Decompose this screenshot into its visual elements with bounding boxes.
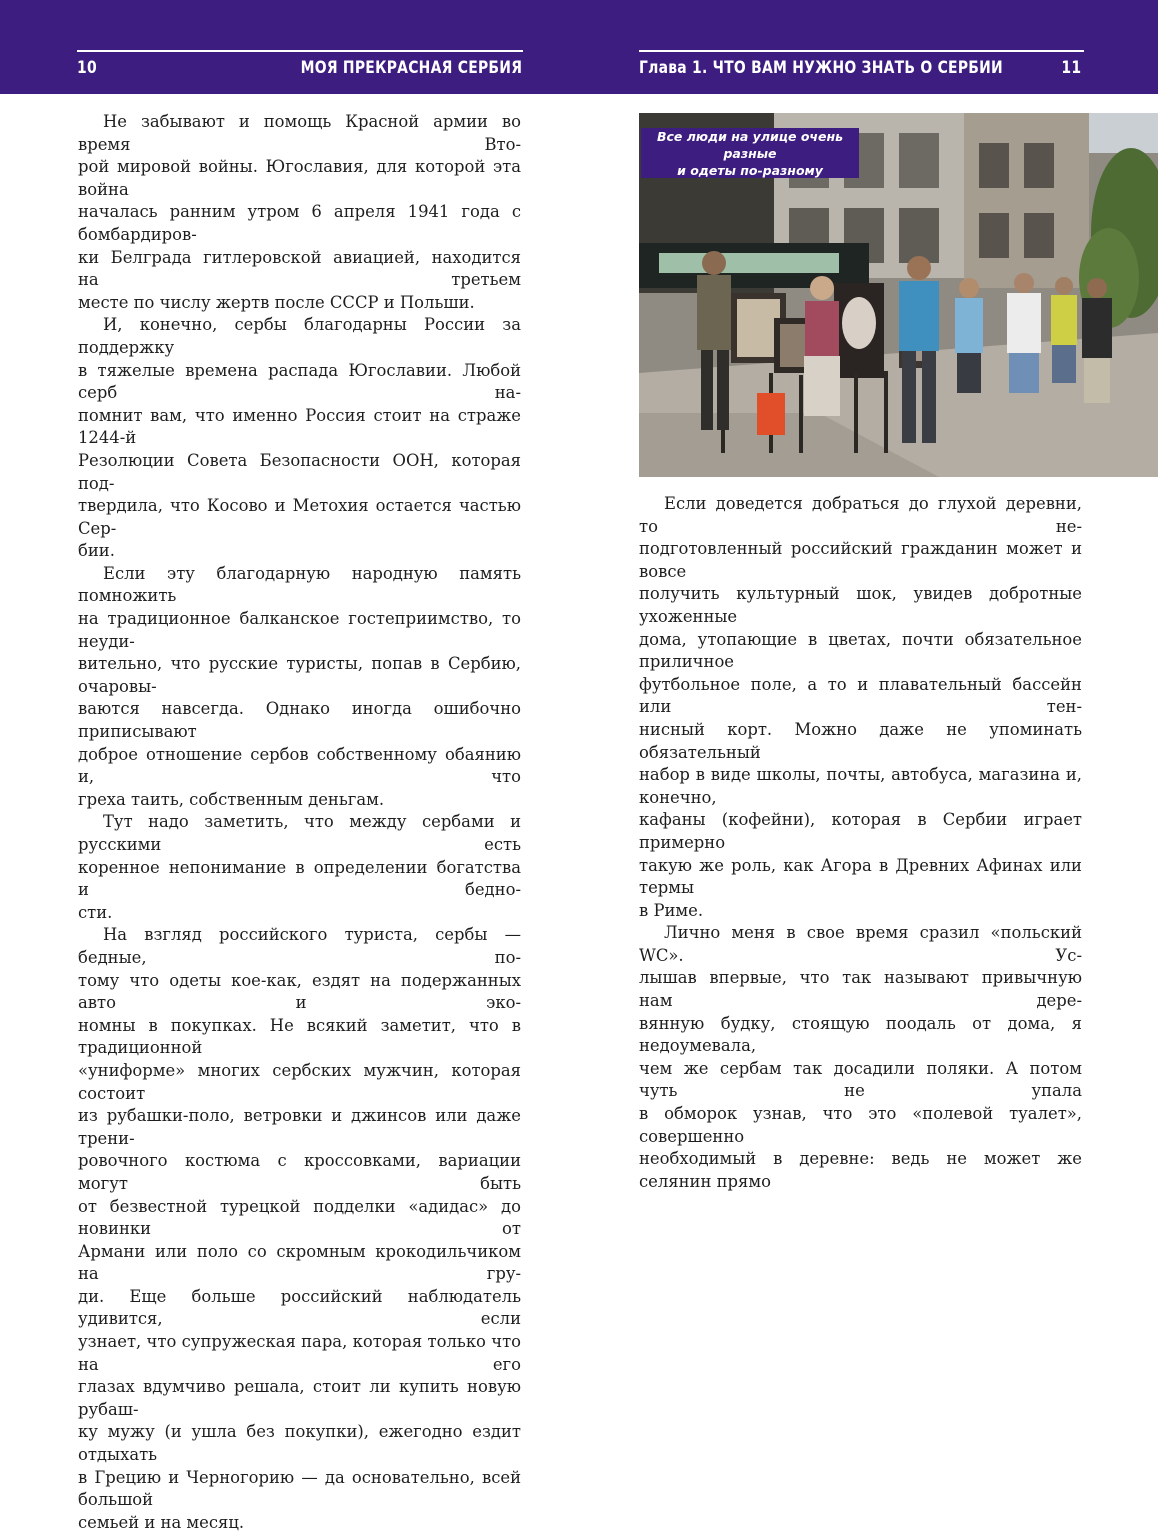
text-line: И, конечно, сербы благодарны России за поддержку <box>78 315 521 357</box>
paragraph <box>78 111 521 314</box>
text-line: ваются навсегда. Однако иногда ошибочно приписывают <box>78 699 521 742</box>
right-page-number: 11 <box>1061 58 1081 78</box>
text-line: вительно, что русские туристы, попав в Сербию, очаровы- <box>78 654 521 696</box>
left-column-text <box>78 111 521 1534</box>
text-line: бии. <box>78 541 115 561</box>
text-line: футбольное поле, а то и плавательный бассейн или тен- <box>639 674 1082 717</box>
text-line: в Риме. <box>639 900 704 920</box>
text-line: месте по числу жертв после СССР и Польши. <box>78 292 475 312</box>
text-line: получить культурный шок, увидев добротные ухоженные <box>639 584 1082 626</box>
text-line: ки Белграда гитлеровской авиацией, находится на третьем <box>78 247 521 290</box>
text-line: Не забывают и помощь Красной армии во время Вто- <box>78 112 521 154</box>
paragraph <box>639 922 1082 1193</box>
paragraph <box>639 493 1082 922</box>
text-line: узнает, что супружеская пара, которая только что на его <box>78 1332 521 1374</box>
text-line: от безвестной турецкой подделки «адидас» до новинки от <box>78 1196 521 1239</box>
left-running-title: МОЯ ПРЕКРАСНАЯ СЕРБИЯ <box>300 58 522 78</box>
text-line: началась ранним утром 6 апреля 1941 года с бомбардиров- <box>78 202 521 244</box>
text-line: На взгляд российского туриста, сербы — бедные, по- <box>78 925 521 967</box>
text-line: ку мужу (и ушла без покупки), ежегодно ездит отдыхать <box>78 1422 521 1465</box>
text-line: такую же роль, как Агора в Древних Афинах или термы <box>639 855 1082 898</box>
text-line: ровочного костюма с кроссовками, вариации могут быть <box>78 1151 521 1193</box>
paragraph <box>78 563 521 812</box>
paragraph <box>78 924 521 1534</box>
text-line: Если доведется добраться до глухой деревни, то не- <box>639 494 1082 536</box>
text-line: необходимый в деревне: ведь не может же селянин прямо <box>639 1149 1082 1191</box>
text-line: в обморок узнав, что это «полевой туалет», совершенно <box>639 1104 1082 1146</box>
text-line: Армани или поло со скромным крокодильчиком на гру- <box>78 1241 521 1284</box>
text-line: Тут надо заметить, что между сербами и русскими есть <box>78 812 521 854</box>
text-line: номны в покупках. Не всякий заметит, что в традиционной <box>78 1015 521 1058</box>
text-line: помнит вам, что именно Россия стоит на страже 1244-й <box>78 405 521 448</box>
text-line: тому что одеты кое-как, ездят на подержанных авто и эко- <box>78 970 521 1013</box>
text-line: чем же сербам так досадили поляки. А потом чуть не упала <box>639 1058 1082 1101</box>
right-header-rule <box>639 50 1084 52</box>
text-line: Резолюции Совета Безопасности ООН, которая под- <box>78 450 521 493</box>
text-line: набор в виде школы, почты, автобуса, магазина и, конечно, <box>639 765 1082 807</box>
text-line: Лично меня в свое время сразил «польский WC». Ус- <box>639 923 1082 965</box>
text-line: рой мировой войны. Югославия, для которой эта война <box>78 157 521 199</box>
text-line: в Грецию и Черногорию — да основательно, всей большой <box>78 1467 521 1510</box>
left-header-rule <box>77 50 523 52</box>
text-line: греха таить, собственным деньгам. <box>78 789 385 809</box>
photo-caption-line-1: Все люди на улице очень разные <box>656 128 844 161</box>
header-band <box>0 0 1158 94</box>
text-line: лышав впервые, что так называют привычную нам дере- <box>639 968 1082 1011</box>
paragraph <box>78 314 521 563</box>
photo-caption <box>641 128 859 178</box>
text-line: вянную будку, стоящую поодаль от дома, я недоумевала, <box>639 1013 1082 1056</box>
text-line: в тяжелые времена распада Югославии. Любой серб на- <box>78 360 521 403</box>
right-running-title: Глава 1. ЧТО ВАМ НУЖНО ЗНАТЬ О СЕРБИИ <box>639 58 1003 78</box>
text-line: доброе отношение сербов собственному обаянию и, что <box>78 744 521 787</box>
text-line: из рубашки-поло, ветровки и джинсов или даже трени- <box>78 1106 521 1148</box>
text-line: твердила, что Косово и Метохия остается частью Сер- <box>78 496 521 538</box>
right-column-text <box>639 493 1082 1193</box>
text-line: сти. <box>78 902 113 922</box>
text-line: на традиционное балканское гостеприимство, то неуди- <box>78 609 521 651</box>
text-line: подготовленный российский гражданин может и вовсе <box>639 539 1082 581</box>
text-line: кафаны (кофейни), которая в Сербии играет примерно <box>639 810 1082 852</box>
text-line: «униформе» многих сербских мужчин, которая состоит <box>78 1060 521 1103</box>
left-page-number: 10 <box>77 58 97 78</box>
text-line: нисный корт. Можно даже не упоминать обязательный <box>639 719 1082 762</box>
text-line: Если эту благодарную народную память помножить <box>78 563 521 606</box>
text-line: семьей и на месяц. <box>78 1512 245 1532</box>
text-line: глазах вдумчиво решала, стоит ли купить новую рубаш- <box>78 1377 521 1419</box>
text-line: коренное непонимание в определении богатства и бедно- <box>78 857 521 900</box>
photo-caption-line-2: и одеты по-разному <box>677 162 823 178</box>
paragraph <box>78 811 521 924</box>
text-line: дома, утопающие в цветах, почти обязательное приличное <box>639 629 1082 672</box>
text-line: ди. Еще больше российский наблюдатель удивится, если <box>78 1286 521 1329</box>
